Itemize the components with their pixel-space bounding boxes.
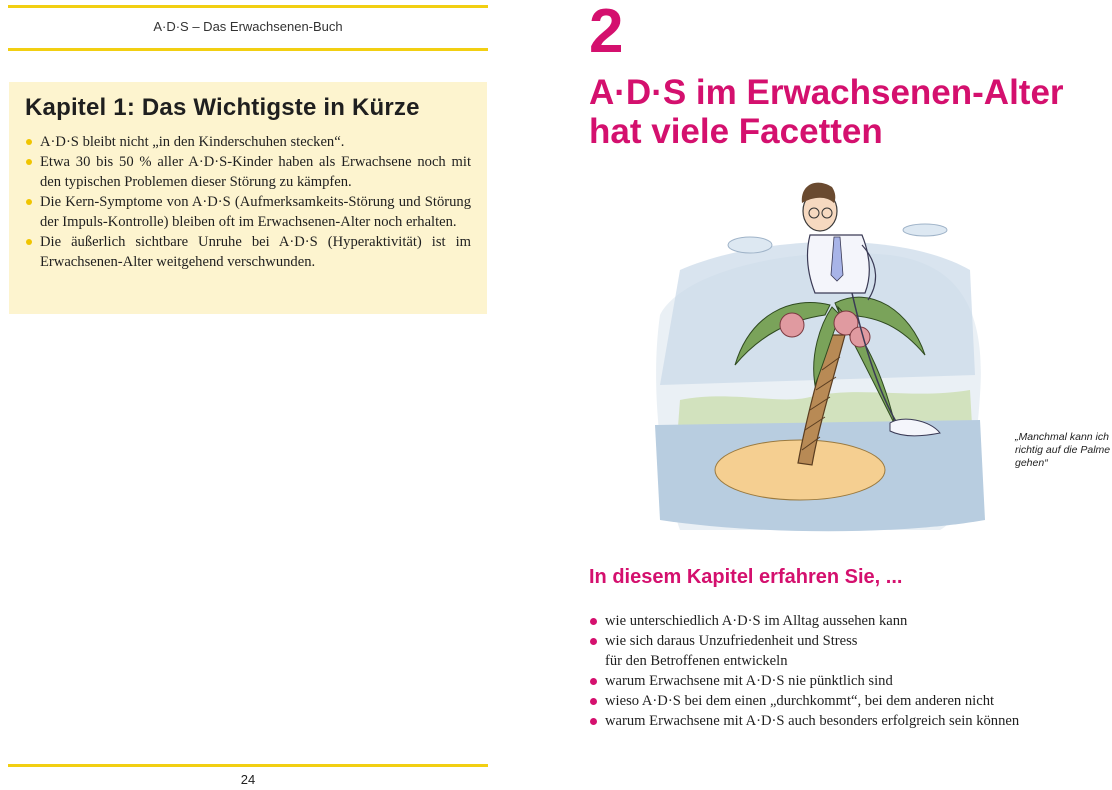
section-heading: In diesem Kapitel erfahren Sie, ... [589, 566, 903, 588]
bullet-dot-icon [590, 618, 597, 625]
summary-item-text: Die Kern-Symptome von A·D·S (Aufmerksamkeits-Störung und Störung der Impuls-Kontrolle) bleiben oft im Erwachsenen-Alter noch erhalten. [40, 194, 471, 230]
goal-item [589, 631, 1089, 671]
cloud-right [903, 224, 947, 236]
coconut [850, 327, 870, 347]
bullet-dot-icon [590, 638, 597, 645]
goal-item-text: für den Betroffenen entwickeln [605, 653, 788, 669]
summary-list [25, 132, 471, 272]
chapter-number: 2 [589, 0, 624, 66]
goal-item [589, 691, 1089, 711]
summary-item-text: Die äußerlich sichtbare Unruhe bei A·D·S (Hyperaktivität) ist im Erwachsenen-Alter weitgehend verschwunden. [40, 234, 471, 270]
goal-item-text: wie unterschiedlich A·D·S im Alltag aussehen kann [605, 613, 908, 629]
running-head: A·D·S – Das Erwachsenen-Buch [153, 19, 343, 34]
goal-item [589, 671, 1089, 691]
header-rule [8, 48, 488, 51]
goal-item [589, 611, 1089, 631]
summary-item [25, 192, 471, 232]
goal-item-text: wieso A·D·S bei dem einen „durchkommt“, bei dem anderen nicht [605, 693, 995, 709]
chapter-title [589, 73, 1099, 151]
footer-rule [8, 764, 488, 767]
summary-item [25, 232, 471, 272]
chapter-title-line: A·D·S im Erwachsenen-Alter [589, 73, 1064, 112]
chapter-title-line: hat viele Facetten [589, 112, 883, 151]
top-rule [8, 5, 488, 8]
illustration-caption: „Manchmal kann ich richtig auf die Palme gehen“ [1015, 431, 1111, 469]
goal-item-text: warum Erwachsene mit A·D·S auch besonders erfolgreich sein können [605, 713, 1020, 729]
bullet-dot-icon [590, 698, 597, 705]
bullet-dot-icon [26, 239, 32, 245]
bullet-dot-icon [590, 718, 597, 725]
palm-tree-illustration [640, 175, 990, 535]
summary-box [9, 82, 487, 314]
bullet-dot-icon [26, 159, 32, 165]
bullet-dot-icon [26, 199, 32, 205]
page-number: 24 [240, 772, 256, 787]
goal-item-text: warum Erwachsene mit A·D·S nie pünktlich sind [605, 673, 893, 689]
sand-island [715, 440, 885, 500]
chapter-goals-list [589, 611, 1089, 731]
summary-item [25, 152, 471, 192]
summary-title: Kapitel 1: Das Wichtigste in Kürze [25, 94, 420, 121]
goal-item [589, 711, 1089, 731]
coconut [780, 313, 804, 337]
bullet-dot-icon [590, 678, 597, 685]
summary-item [25, 132, 471, 152]
bullet-dot-icon [26, 139, 32, 145]
cloud-left [728, 237, 772, 253]
summary-item-text: Etwa 30 bis 50 % aller A·D·S-Kinder haben als Erwachsene noch mit den typischen Problemen dieser Störung zu kämpfen. [40, 154, 471, 190]
goal-item-text: wie sich daraus Unzufriedenheit und Stress [605, 633, 858, 649]
summary-item-text: A·D·S bleibt nicht „in den Kinderschuhen stecken“. [40, 134, 345, 150]
